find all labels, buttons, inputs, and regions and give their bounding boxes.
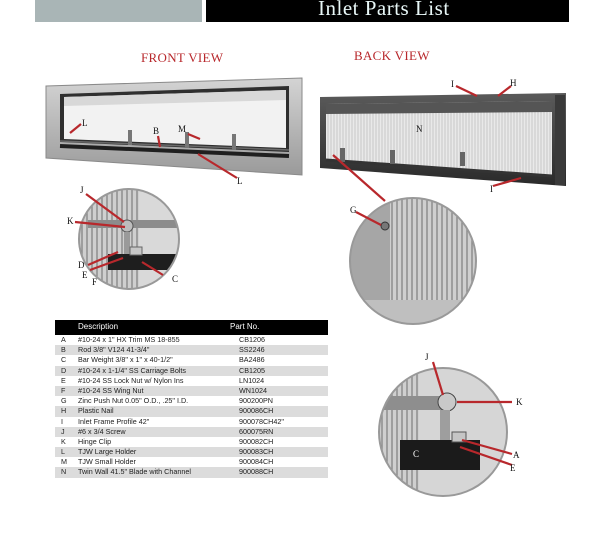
front-detail-callout-j: J: [80, 185, 84, 195]
table-row: [55, 396, 328, 406]
table-row: [55, 406, 328, 416]
row-description: Rod 3/8" V124 41-3/4": [78, 345, 150, 355]
parts-table-header: [55, 320, 328, 335]
row-description: #6 x 3/4 Screw: [78, 426, 126, 436]
table-row: [55, 467, 328, 477]
row-description: Bar Weight 3/8" x 1" x 40-1/2": [78, 355, 173, 365]
back-callout-i-bottom: I: [490, 184, 493, 194]
row-part-no: 900086CH: [239, 406, 274, 416]
table-row: [55, 366, 328, 376]
back-callout-h: H: [510, 78, 517, 88]
table-row: [55, 355, 328, 365]
row-part-no: 600075RN: [239, 426, 274, 436]
row-letter: K: [61, 436, 66, 446]
page-title: Inlet Parts List: [318, 0, 450, 20]
front-detail-callout-c: C: [172, 274, 179, 284]
row-description: TJW Small Holder: [78, 457, 136, 467]
row-description: #10-24 SS Wing Nut: [78, 385, 144, 395]
front-detail-callout-k: K: [67, 216, 74, 226]
bottom-detail-callout-e: E: [510, 463, 516, 473]
row-part-no: 900088CH: [239, 467, 274, 477]
row-part-no: 900082CH: [239, 436, 274, 446]
table-row: [55, 345, 328, 355]
row-letter: J: [61, 426, 65, 436]
table-row: [55, 457, 328, 467]
row-description: TJW Large Holder: [78, 447, 137, 457]
row-part-no: BA2486: [239, 355, 265, 365]
table-row: [55, 335, 328, 345]
row-part-no: 900084CH: [239, 457, 274, 467]
back-detail-callout-g: G: [350, 205, 357, 215]
row-part-no: 900200PN: [239, 396, 273, 406]
row-part-no: CB1206: [239, 335, 265, 344]
row-description: #10-24 x 1-1/4" SS Carriage Bolts: [78, 365, 187, 375]
parts-table: [55, 320, 328, 478]
front-callout-l-bottom: L: [237, 176, 243, 186]
table-row: [55, 417, 328, 427]
row-description: Plastic Nail: [78, 406, 114, 416]
table-row: [55, 376, 328, 386]
row-description: Inlet Frame Profile 42": [78, 416, 150, 426]
row-letter: B: [61, 345, 66, 355]
row-part-no: LN1024: [239, 375, 265, 385]
table-row: [55, 437, 328, 447]
row-description: Twin Wall 41.5" Blade with Channel: [78, 467, 191, 477]
bottom-detail-callout-a: A: [513, 450, 520, 460]
front-callout-l-top: L: [82, 118, 88, 128]
back-callout-n: N: [416, 124, 423, 134]
row-part-no: CB1205: [239, 365, 265, 375]
row-letter: D: [61, 365, 67, 375]
part-no-header: Part No.: [230, 322, 260, 331]
row-letter: A: [61, 335, 66, 344]
front-detail-callout-f: F: [92, 277, 98, 287]
row-letter: M: [61, 457, 67, 467]
bottom-detail-callout-c: C: [413, 449, 420, 459]
row-part-no: WN1024: [239, 385, 267, 395]
bottom-detail-callout-k: K: [516, 397, 523, 407]
back-view-title: BACK VIEW: [354, 48, 430, 63]
back-callout-i-top: I: [451, 79, 454, 89]
table-row: [55, 447, 328, 457]
row-description: #10-24 SS Lock Nut w/ Nylon Ins: [78, 375, 184, 385]
row-part-no: 900083CH: [239, 447, 274, 457]
front-detail-callout-d: D: [78, 260, 85, 270]
row-letter: H: [61, 406, 67, 416]
row-letter: F: [61, 385, 66, 395]
front-callout-m: M: [178, 124, 187, 134]
back-view-inlet: [320, 93, 566, 186]
row-part-no: 900078CH42": [239, 416, 284, 426]
front-detail-callout-e: E: [82, 270, 88, 280]
row-letter: C: [61, 355, 67, 365]
front-view-title: FRONT VIEW: [141, 50, 224, 65]
bottom-detail-callout-j: J: [425, 352, 429, 362]
row-description: Zinc Push Nut 0.05" O.D., .25" I.D.: [78, 396, 189, 406]
row-description: Hinge Clip: [78, 436, 112, 446]
row-letter: G: [61, 396, 67, 406]
table-row: [55, 427, 328, 437]
row-part-no: SS2246: [239, 345, 265, 355]
row-letter: E: [61, 375, 66, 385]
front-callout-b: B: [153, 126, 160, 136]
row-letter: I: [61, 416, 63, 426]
table-row: [55, 386, 328, 396]
row-letter: L: [61, 447, 65, 457]
row-description: #10-24 x 1" HX Trim MS 18-855: [78, 335, 180, 344]
description-header: Description: [78, 322, 119, 331]
row-letter: N: [61, 467, 67, 477]
